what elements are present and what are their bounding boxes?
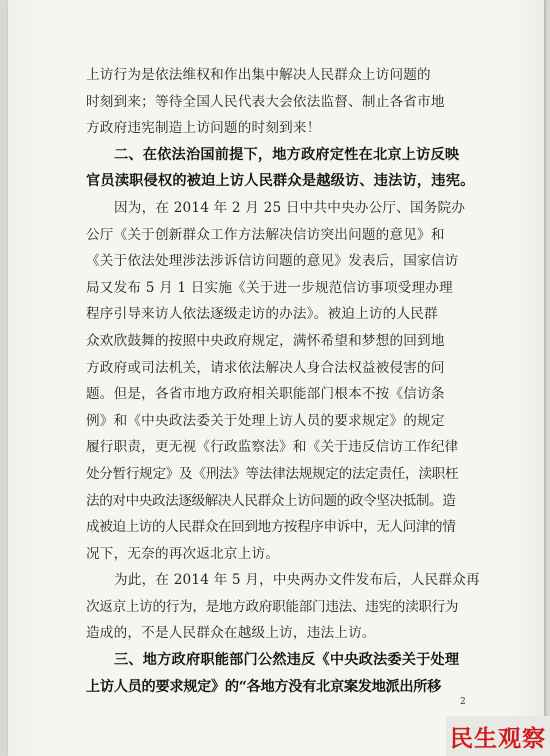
body-line: 公厅《关于创新群众工作方法解决信访突出问题的意见》和 <box>86 226 445 243</box>
section-heading-3-cont: 上访人员的要求规定》的“各地方没有北京案发地派出所移 <box>86 678 442 695</box>
body-line: 方政府违宪制造上访问题的时刻到来！ <box>86 120 321 137</box>
document-page <box>8 0 544 756</box>
section-heading-2-cont: 官员渎职侵权的被迫上访人民群众是越级访、违法访，违宪。 <box>86 173 475 190</box>
page-number: 2 <box>460 697 466 707</box>
body-line: 因为，在 2014 年 2 月 25 日中共中央办公厅、国务院办 <box>114 199 466 216</box>
body-line: 次返京上访的行为，是地方政府职能部门违法、违宪的渎职行为 <box>86 598 459 615</box>
body-line: 程序引导来访人依法逐级走访的办法》。被迫上访的人民群 <box>86 306 438 323</box>
body-line: 时刻到来；等待全国人民代表大会依法监督、制止各省市地 <box>86 93 445 110</box>
body-line: 履行职责，更无视《行政监察法》和《关于违反信访工作纪律 <box>86 439 459 456</box>
body-line: 处分暂行规定》及《刑法》等法律法规规定的法定责任，渎职枉 <box>86 465 459 482</box>
body-line: 为此，在 2014 年 5 月，中央两办文件发布后，人民群众再 <box>114 572 480 589</box>
body-line: 《关于依法处理涉法涉诉信访问题的意见》发表后，国家信访 <box>86 253 459 270</box>
body-line: 法的对中央政法逐级解决人民群众上访问题的政令坚决抵制。造 <box>86 492 456 509</box>
watermark-text: 民生观察 <box>450 725 546 752</box>
body-line: 况下，无奈的再次返北京上访。 <box>86 545 280 562</box>
body-line: 上访行为是依法维权和作出集中解决人民群众上访问题的 <box>86 67 431 83</box>
watermark-logo <box>446 716 550 756</box>
body-line: 成被迫上访的人民群众在回到地方按程序申诉中，无人问津的情 <box>86 519 456 536</box>
section-heading-2: 二、在依法治国前提下，地方政府定性在北京上访反映 <box>114 146 460 163</box>
body-line: 例》和《中央政法委关于处理上访人员的要求规定》的规定 <box>86 412 445 429</box>
body-line: 造成的，不是人民群众在越级上访，违法上访。 <box>86 625 376 642</box>
body-line: 局又发布 5 月 1 日实施《关于进一步规范信访事项受理办理 <box>86 279 453 296</box>
body-line: 方政府或司法机关，请求依法解决人身合法权益被侵害的问 <box>86 359 445 376</box>
section-heading-3: 三、地方政府职能部门公然违反《中央政法委关于处理 <box>114 652 460 669</box>
body-line: 众欢欣鼓舞的按照中央政府规定，满怀希望和梦想的回到地 <box>86 332 445 349</box>
document-body <box>86 62 522 700</box>
body-line: 题。但是，各省市地方政府相关职能部门根本不按《信访条 <box>86 386 445 403</box>
